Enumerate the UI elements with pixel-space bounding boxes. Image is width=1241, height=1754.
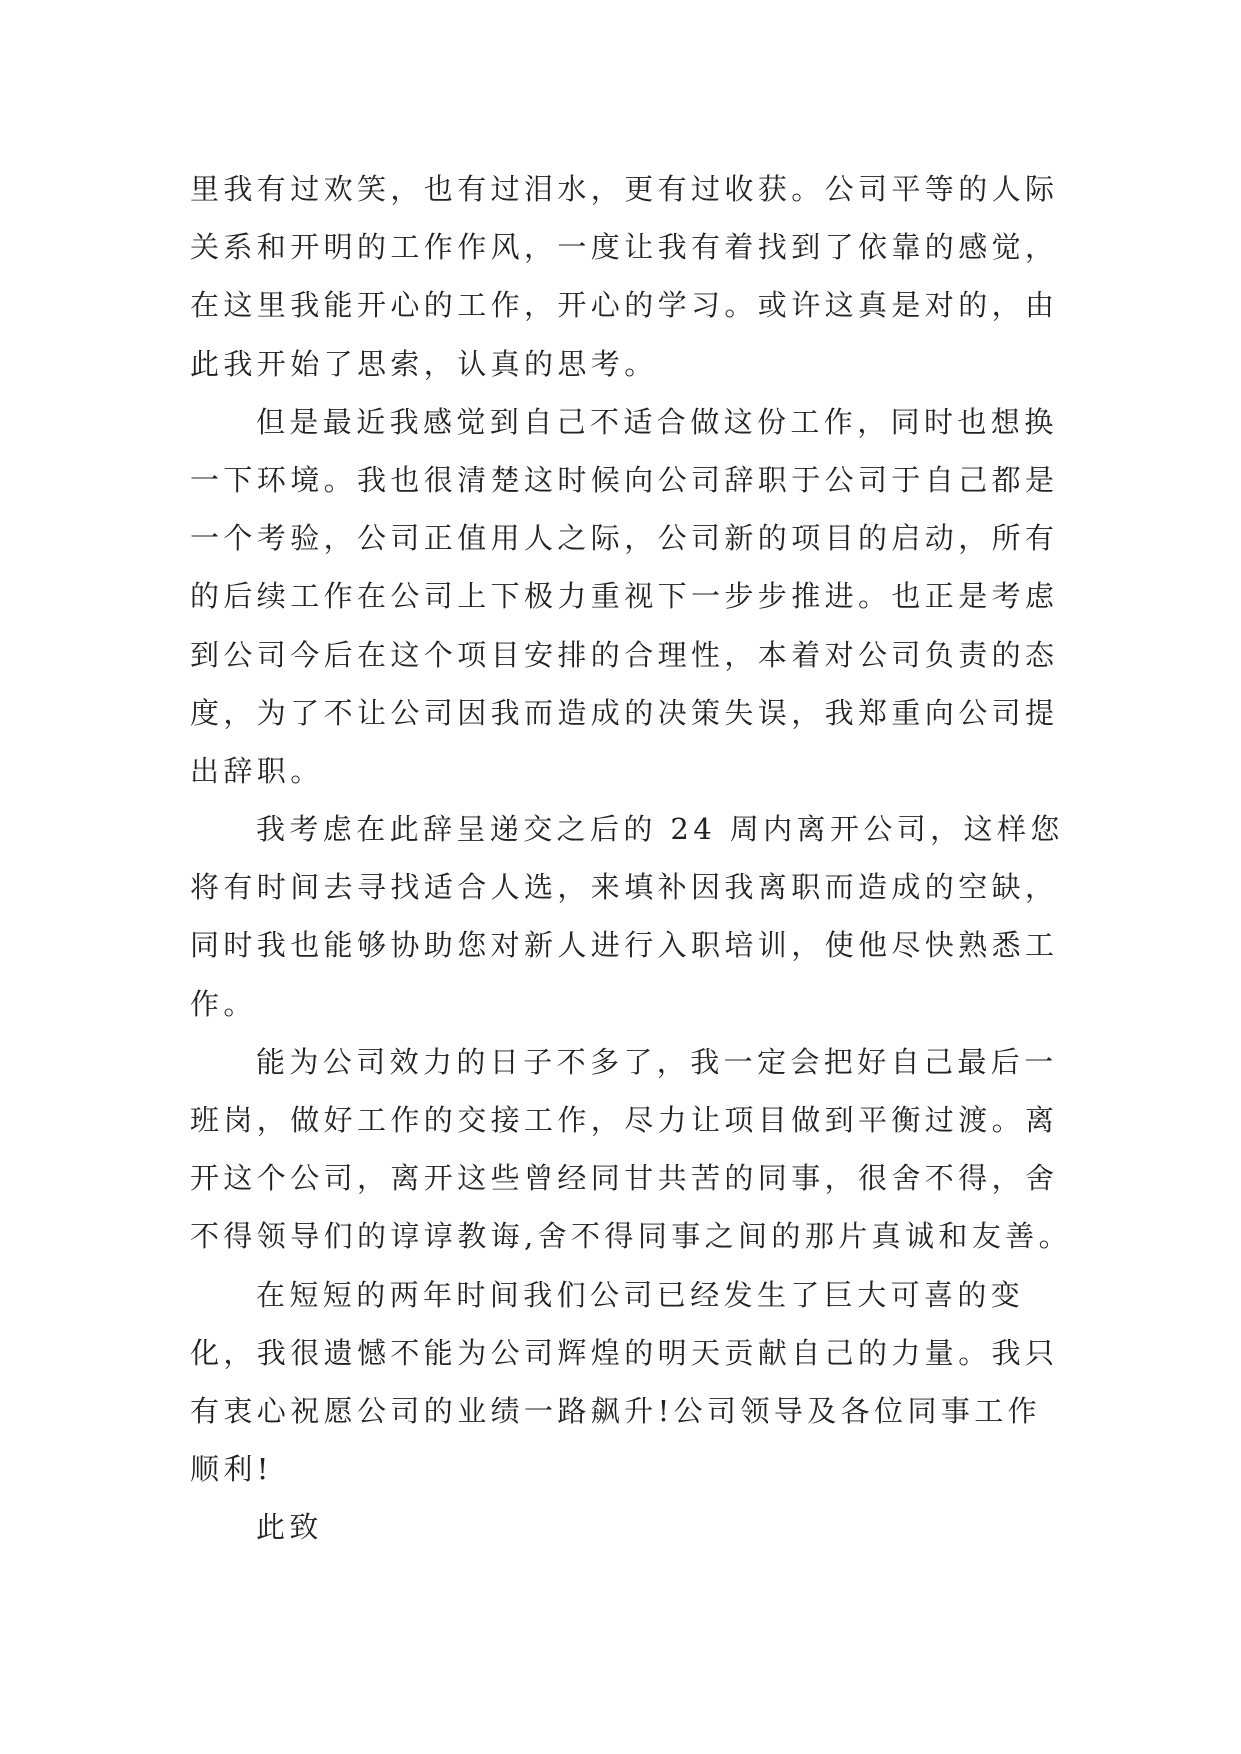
text-line: 在这里我能开心的工作，开心的学习。或许这真是对的，由 <box>190 288 1059 323</box>
text-line: 有衷心祝愿公司的业绩一路飙升!公司领导及各位同事工作 <box>190 1393 1042 1428</box>
letter-body <box>190 160 1073 1557</box>
paragraph-1 <box>190 160 1060 393</box>
text-line: 将有时间去寻找适合人选，来填补因我离职而造成的空缺， <box>190 870 1059 905</box>
text-line: 顺利! <box>190 1452 273 1487</box>
paragraph-3 <box>190 800 1064 1033</box>
paragraph-5 <box>190 1266 1060 1499</box>
text-line: 能为公司效力的日子不多了，我一定会把好自己最后一 <box>256 1044 1058 1079</box>
text-line: 到公司今后在这个项目安排的合理性，本着对公司负责的态 <box>190 637 1059 672</box>
text-line: 的后续工作在公司上下极力重视下一步步推进。也正是考虑 <box>190 579 1059 614</box>
text-line: 此我开始了思索，认真的思考。 <box>190 346 658 381</box>
text-line: 在短短的两年时间我们公司已经发生了巨大可喜的变 <box>256 1277 1025 1312</box>
text-line: 度，为了不让公司因我而造成的决策失误，我郑重向公司提 <box>190 695 1059 730</box>
text-line: 化，我很遗憾不能为公司辉煌的明天贡献自己的力量。我只 <box>190 1335 1059 1370</box>
text-line: 我考虑在此辞呈递交之后的 24 周内离开公司，这样您 <box>256 812 1064 847</box>
text-line: 此致 <box>256 1510 323 1545</box>
text-line: 作。 <box>190 986 257 1021</box>
paragraph-4 <box>190 1033 1073 1266</box>
closing-salutation <box>190 1498 1060 1556</box>
text-line: 同时我也能够协助您对新人进行入职培训，使他尽快熟悉工 <box>190 928 1059 963</box>
text-line: 里我有过欢笑，也有过泪水，更有过收获。公司平等的人际 <box>190 172 1059 206</box>
text-line: 但是最近我感觉到自己不适合做这份工作，同时也想换 <box>256 404 1058 439</box>
paragraph-2 <box>190 393 1060 800</box>
text-line: 出辞职。 <box>190 753 324 788</box>
text-line: 开这个公司，离开这些曾经同甘共苦的同事，很舍不得，舍 <box>190 1161 1059 1196</box>
text-line: 班岗，做好工作的交接工作，尽力让项目做到平衡过渡。离 <box>190 1103 1059 1137</box>
text-line: 一下环境。我也很清楚这时候向公司辞职于公司于自己都是 <box>190 462 1059 497</box>
text-line: 一个考验，公司正值用人之际，公司新的项目的启动，所有 <box>190 521 1059 556</box>
text-line: 不得领导们的谆谆教诲,舍不得同事之间的那片真诚和友善。 <box>190 1219 1073 1254</box>
text-line: 关系和开明的工作作风，一度让我有着找到了依靠的感觉， <box>190 230 1059 265</box>
